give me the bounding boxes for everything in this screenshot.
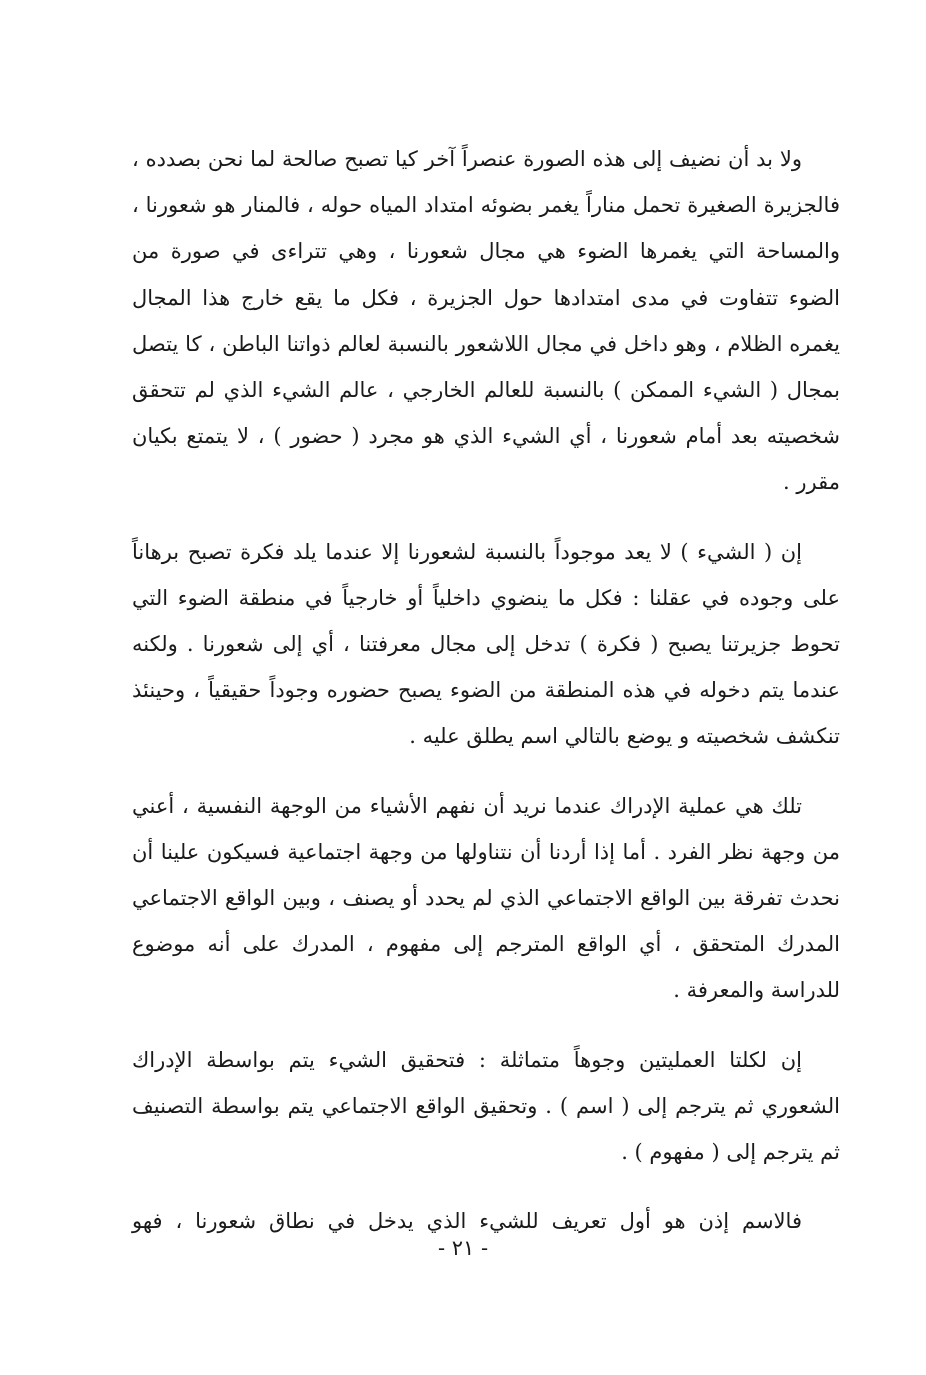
paragraph-3: تلك هي عملية الإدراك عندما نريد أن نفهم الأشياء من الوجهة النفسية ، أعني من وجهة نظر الفرد . أما إذا أردنا أن نتناولها من وجهة اجتماعية فسيكون علينا أن نحدث تفرقة بين الواقع الاجتماعي الذي لم يحدد أو يصنف ، وبين الواقع الاجتماعي المدرك المتحقق ، أي الواقع المترجم إلى مفهوم ، المدرك على أنه موضوع للدراسة والمعرفة . bbox=[132, 793, 840, 1003]
page-number: - ٢١ - bbox=[437, 1236, 489, 1260]
paragraph-5: فالاسم إذن هو أول تعريف للشيء الذي يدخل في نطاق شعورنا ، فهو bbox=[132, 1209, 802, 1234]
paragraph-2: إن ( الشيء ) لا يعد موجوداً بالنسبة لشعورنا إلا عندما يلد فكرة تصبح برهاناً على وجوده في عقلنا : فكل ما ينضوي داخلياً أو خارجياً في منطقة الضوء التي تحوط جزيرتنا يصبح ( فكرة ) تدخل إلى مجال معرفتنا ، أي إلى شعورنا . ولكنه عندما يتم دخوله في هذه المنطقة من الضوء يصبح حضوره وجوداً حقيقياً ، وحينئذ تنكشف شخصيته و يوضع بالتالي اسم يطلق عليه . bbox=[132, 539, 840, 749]
paragraph-1: ولا بد أن نضيف إلى هذه الصورة عنصراً آخر كيا تصبح صالحة لما نحن بصدده ، فالجزيرة الصغيرة تحمل مناراً يغمر بضوئه امتداد المياه حوله ، فالمنار هو شعورنا ، والمساحة التي يغمرها الضوء هي مجال شعورنا ، وهي تتراءى في صورة من الضوء تتفاوت في مدى امتدادها حول الجزيرة ، فكل ما يقع خارج هذا المجال يغمره الظلام ، وهو داخل في مجال اللاشعور بالنسبة لعالم ذواتنا الباطن ، كا يتصل بمجال ( الشيء الممكن ) بالنسبة للعالم الخارجي ، عالم الشيء الذي لم تتحقق شخصيته بعد أمام شعورنا ، أي الشيء الذي هو مجرد ( حضور ) ، لا يتمتع بكيان مقرر . bbox=[132, 147, 840, 495]
paragraph-4: إن لكلتا العمليتين وجوهاً متماثلة : فتحقيق الشيء يتم بواسطة الإدراك الشعوري ثم يترجم إلى ( اسم ) . وتحقيق الواقع الاجتماعي يتم بواسطة التصنيف ثم يترجم إلى ( مفهوم ) . bbox=[132, 1047, 840, 1165]
body-text bbox=[132, 136, 840, 1244]
